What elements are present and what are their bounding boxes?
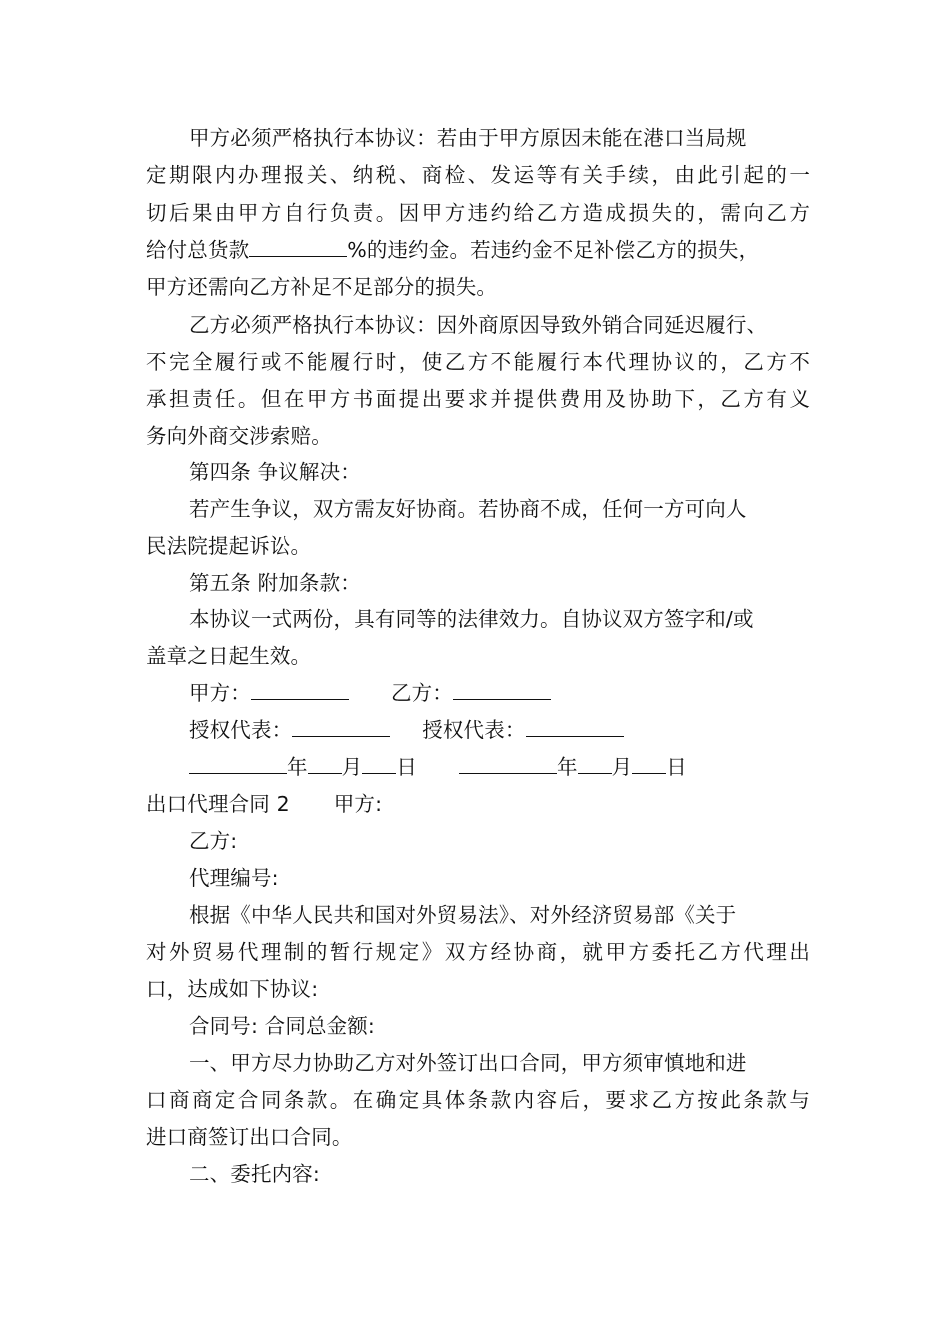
paragraph-line: 承担责任。但在甲方书面提出要求并提供费用及协助下，乙方有义 (146, 387, 810, 411)
paragraph-line: 乙方必须严格执行本协议：因外商原因导致外销合同延迟履行、 (189, 313, 768, 337)
paragraph-line: 定期限内办理报关、纳税、商检、发运等有关手续，由此引起的一 (146, 163, 810, 187)
paragraph-line: 根据《中华人民共和国对外贸易法》、对外经济贸易部《关于 (189, 903, 737, 927)
paragraph-line: 本协议一式两份，具有同等的法律效力。自协议双方签字和/或 (189, 607, 754, 631)
contract-title-line (146, 790, 382, 818)
signature-date-line (189, 753, 687, 781)
party-a-blank (251, 680, 349, 700)
year-blank (189, 754, 287, 774)
year-label: 年 (556, 755, 578, 779)
section-heading: 第四条 争议解决： (189, 460, 361, 484)
paragraph-line: 民法院提起诉讼。 (146, 534, 312, 558)
agency-number-field: 代理编号: (189, 866, 279, 890)
party-a-field: 甲方: (333, 792, 383, 816)
paragraph-line: 若产生争议，双方需友好协商。若协商不成，任何一方可向人 (189, 497, 747, 521)
party-a-label: 甲方： (189, 681, 251, 705)
paragraph-line: 对外贸易代理制的暂行规定》双方经协商，就甲方委托乙方代理出 (146, 940, 810, 964)
section-heading: 第五条 附加条款： (189, 571, 361, 595)
rep-a-blank (292, 717, 390, 737)
contract-title: 出口代理合同 2 (146, 792, 290, 816)
paragraph-line: 一、甲方尽力协助乙方对外签订出口合同，甲方须审慎地和进 (189, 1051, 747, 1075)
paragraph-line: 切后果由甲方自行负责。因甲方违约给乙方造成损失的，需向乙方 (146, 201, 810, 225)
section-heading: 二、委托内容: (189, 1162, 320, 1186)
signature-parties-line (189, 679, 551, 707)
contract-number-line: 合同号: 合同总金额: (189, 1014, 375, 1038)
rep-b-blank (526, 717, 624, 737)
month-blank (308, 754, 342, 774)
month-label: 月 (341, 755, 363, 779)
paragraph-line (146, 236, 759, 264)
paragraph-line: 口商商定合同条款。在确定具体条款内容后，要求乙方按此条款与 (146, 1088, 810, 1112)
text-segment: %的违约金。若违约金不足补偿乙方的损失， (347, 238, 760, 262)
paragraph-line: 进口商签订出口合同。 (146, 1125, 353, 1149)
rep-a-label: 授权代表： (189, 718, 293, 742)
day-label: 日 (396, 755, 417, 779)
party-b-field: 乙方: (189, 829, 238, 853)
year-label: 年 (287, 755, 308, 779)
year-blank (459, 754, 557, 774)
party-b-blank (453, 680, 551, 700)
paragraph-line: 甲方还需向乙方补足不足部分的损失。 (146, 275, 498, 299)
party-b-label: 乙方： (390, 681, 453, 705)
paragraph-line: 口，达成如下协议: (146, 977, 319, 1001)
paragraph-line: 甲方必须严格执行本协议：若由于甲方原因未能在港口当局规 (189, 126, 747, 150)
day-blank (632, 754, 666, 774)
text-segment: 给付总货款 (146, 238, 250, 262)
blank-underline (249, 237, 347, 257)
month-label: 月 (611, 755, 633, 779)
day-blank (362, 754, 396, 774)
day-label: 日 (666, 755, 687, 779)
paragraph-line: 务向外商交涉索赔。 (146, 424, 332, 448)
rep-b-label: 授权代表： (422, 718, 526, 742)
paragraph-line: 盖章之日起生效。 (146, 644, 312, 668)
paragraph-line: 不完全履行或不能履行时，使乙方不能履行本代理协议的，乙方不 (146, 350, 810, 374)
month-blank (578, 754, 612, 774)
signature-rep-line (189, 716, 624, 744)
